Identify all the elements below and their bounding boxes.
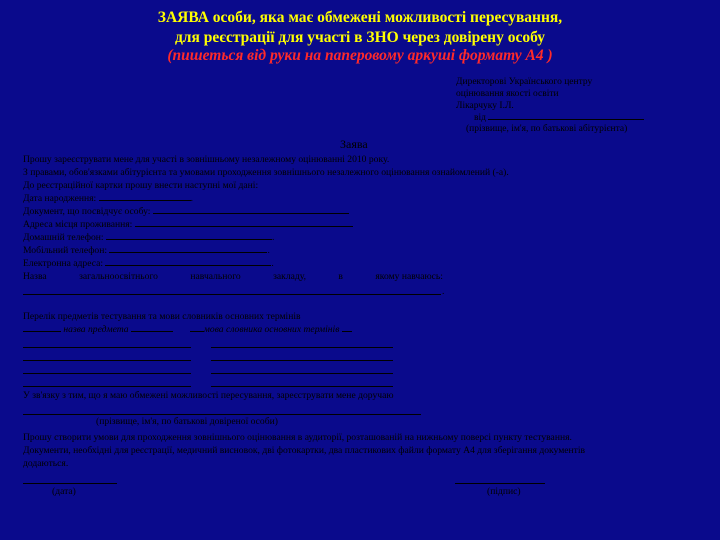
addressee-line-3: Лікарчуку І.Л.	[456, 101, 514, 111]
home-phone-label: Домашній телефон:	[23, 232, 104, 243]
address-field	[23, 219, 353, 230]
email-label: Електронна адреса:	[23, 258, 104, 269]
birth-date-field: Дата народження: .	[23, 193, 194, 204]
mobile-phone-field: Мобільний телефон: .	[23, 245, 270, 256]
title-line-3: (пишеться від руки на паперовому аркуші формату А4 )	[167, 47, 553, 64]
home-phone-field: Домашній телефон: .	[23, 232, 275, 243]
subject-header-row	[23, 324, 352, 335]
school-word-5: в	[338, 271, 343, 282]
ground-floor-line: Прошу створити умови для проходження зовнішнього оцінювання в аудиторії, розташованій на нижньому поверсі пункту тестування.	[23, 432, 572, 443]
school-word-6: якому навчаюсь:	[375, 271, 443, 282]
documents-line-2: додаються.	[23, 458, 69, 469]
data-intro-line: До реєстраційної картки прошу внести наступні мої дані:	[23, 180, 259, 191]
subject-row-3	[23, 373, 191, 374]
address-label: Адреса місця проживання:	[23, 219, 133, 230]
dictionary-language-hint: мова словника основних термінів	[203, 324, 340, 335]
subjects-title: Перелік предметів тестування та мови словників основних термінів	[23, 311, 301, 322]
signature-blank	[455, 483, 545, 484]
school-blank	[23, 294, 441, 295]
dictionary-row-4	[211, 386, 393, 387]
statement-heading: Заява	[340, 137, 368, 151]
birth-date-label: Дата народження:	[23, 193, 97, 204]
subject-row-2	[23, 360, 191, 361]
id-document-label: Документ, що посвідчує особу:	[23, 206, 151, 217]
subject-name-hint: назва предмета	[63, 324, 129, 335]
date-blank	[23, 483, 117, 484]
proxy-name-hint: (прізвище, ім'я, по батькові довіреної особи)	[96, 416, 278, 427]
mobile-phone-label: Мобільний телефон:	[23, 245, 108, 256]
from-blank	[488, 119, 644, 120]
addressee-hint: (прізвище, ім'я, по батькові абітурієнта)	[466, 124, 628, 134]
dictionary-row-1	[211, 347, 393, 348]
school-word-2: загальноосвітнього	[79, 271, 158, 282]
school-word-3: навчального	[190, 271, 241, 282]
school-word-1: Назва	[23, 271, 47, 282]
subject-row-1	[23, 347, 191, 348]
from-label: від	[474, 113, 486, 123]
addressee-from	[474, 113, 644, 124]
addressee-line-2: оцінювання якості освіти	[456, 89, 559, 99]
proxy-name-blank	[23, 414, 421, 415]
rights-line: З правами, обов'язками абітурієнта та умовами проходження зовнішнього незалежного оцінювання ознайомлений (-а).	[23, 167, 509, 178]
id-document-field	[23, 206, 349, 217]
school-word-4: закладу,	[273, 271, 306, 282]
subject-row-4	[23, 386, 191, 387]
title-line-1: ЗАЯВА особи, яка має обмежені можливості пересування,	[157, 9, 563, 26]
signature-label: (підпис)	[487, 486, 521, 497]
dictionary-row-3	[211, 373, 393, 374]
proxy-line: У зв'язку з тим, що я маю обмежені можливості пересування, зареєструвати мене доручаю	[23, 390, 394, 401]
school-field	[23, 271, 443, 282]
dictionary-row-2	[211, 360, 393, 361]
email-field: Електронна адреса: .	[23, 258, 274, 269]
title-line-2: для реєстрації для участі в ЗНО через довірену особу	[174, 29, 546, 46]
addressee-line-1: Директорові Українського центру	[456, 77, 593, 87]
date-label: (дата)	[52, 486, 76, 497]
documents-line-1: Документи, необхідні для реєстрації, медичний висновок, дві фотокартки, два пластикових файли формату А4 для зберігання документів	[23, 445, 586, 456]
request-line: Прошу зареєструвати мене для участі в зовнішньому незалежному оцінюванні 2010 року.	[23, 154, 390, 165]
